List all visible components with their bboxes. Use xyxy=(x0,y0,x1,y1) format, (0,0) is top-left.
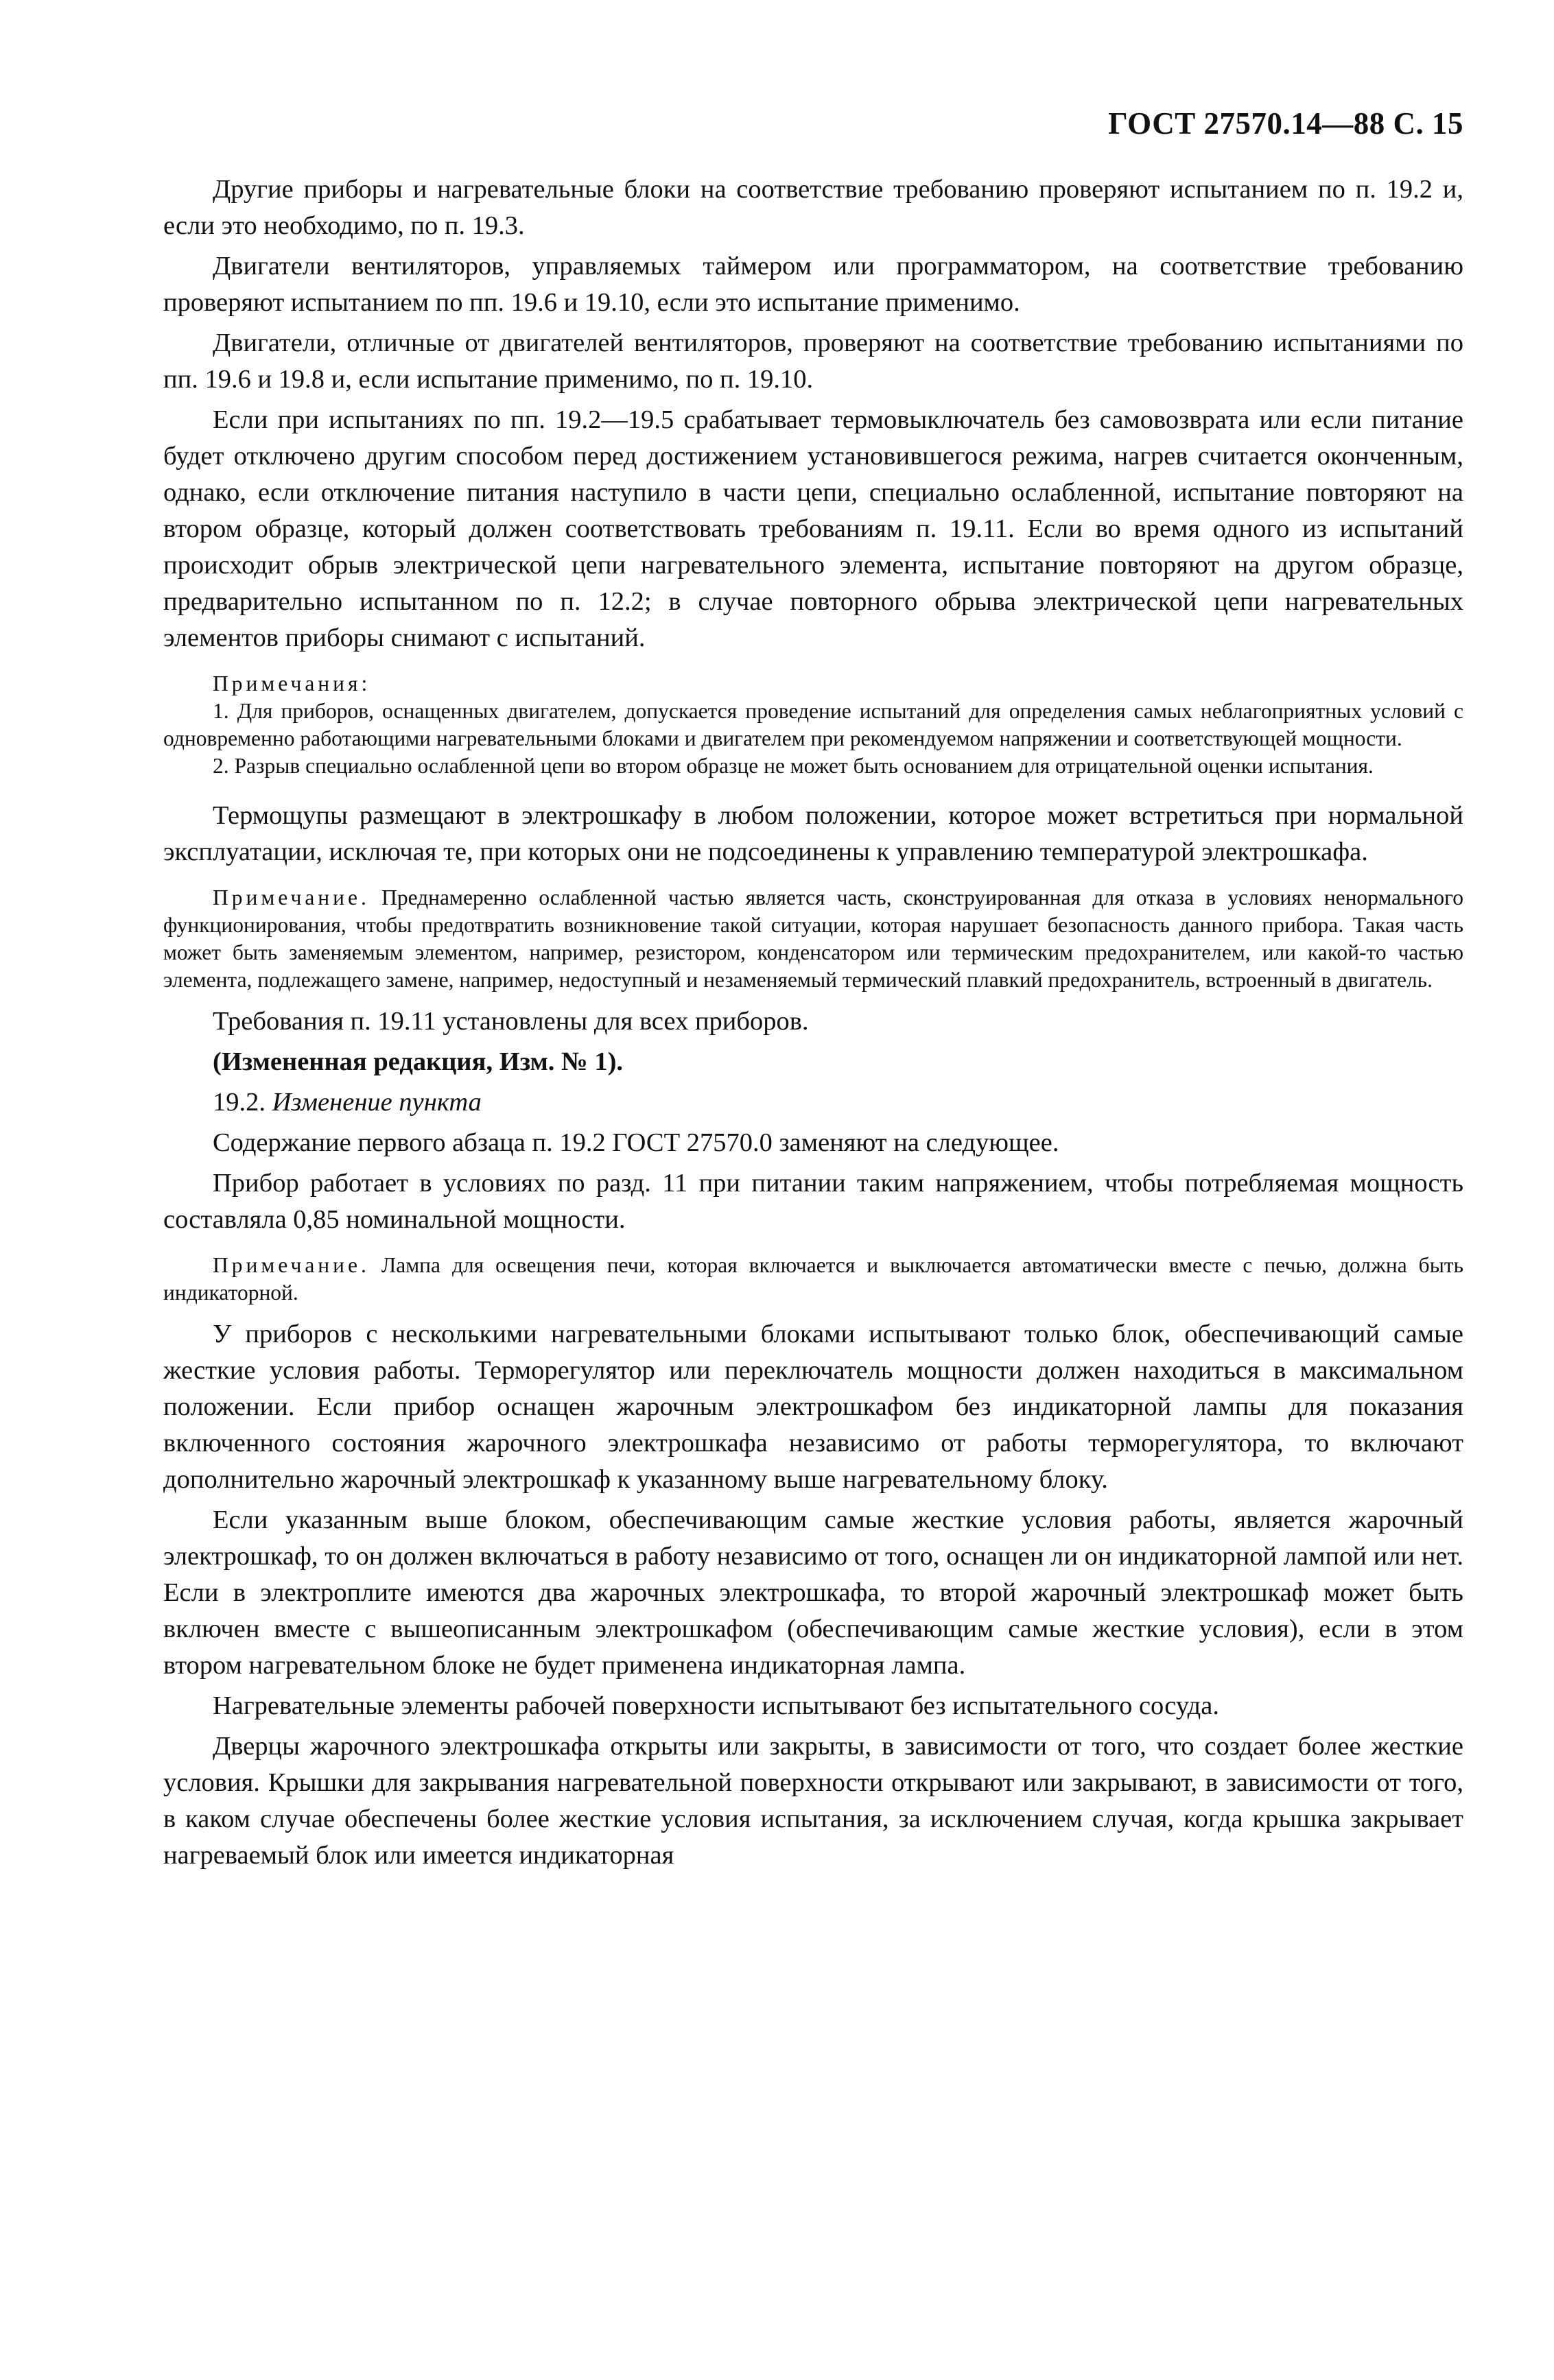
note-label: Примечание. xyxy=(213,1253,370,1277)
section-number: 19.2. xyxy=(213,1088,266,1117)
paragraph-other-devices: Другие приборы и нагревательные блоки на соответствие требованию проверяют испытанием по п. 19.2 и, если это необходимо, по п. 19.3. xyxy=(163,175,1463,240)
section-heading-19-2 xyxy=(163,1084,1463,1121)
page-header: ГОСТ 27570.14—88 С. 15 xyxy=(1108,106,1463,141)
paragraph-content-replacement: Содержание первого абзаца п. 19.2 ГОСТ 27570.0 заменяют на следующее. xyxy=(213,1128,1059,1157)
paragraph-oven-doors: Дверцы жарочного электрошкафа открыты или закрыты, в зависимости от того, что создает более жесткие условия. Крышки для закрывания нагревательной поверхности открывают или закрывают, в зависимости от того, в каком случае обеспечены более жесткие условия испытания, за исключением случая, когда крышка закрывает нагреваемый блок или имеется индикаторная xyxy=(163,1732,1463,1870)
document-page xyxy=(163,103,1463,1878)
note-weakened-part xyxy=(163,884,1463,994)
paragraph-device-operation: Прибор работает в условиях по разд. 11 при питании таким напряжением, чтобы потребляемая мощность составляла 0,85 номинальной мощности. xyxy=(163,1169,1463,1234)
note-label: Примечание. xyxy=(213,885,370,909)
note-text: Преднамеренно ослабленной частью является часть, сконструированная для отказа в условиях ненормального функционирования, чтобы предотвратить возникновение такой ситуации, которая нарушает безопасность данного прибора. Такая часть может быть заменяемым элементом, например, резистором, конденсатором или термическим предохранителем, или какой-то частью элемента, подлежащего замене, например, недоступный и незаменяемый термический плавкий предохранитель, встроенный в двигатель. xyxy=(163,885,1464,992)
notes-label: Примечания: xyxy=(213,671,371,695)
paragraph-thermocouples: Термощупы размещают в электрошкафу в любом положении, которое может встретиться при нормальной эксплуатации, исключая те, при которых они не подсоединены к управлению температурой электрошкафа. xyxy=(163,801,1463,866)
paragraph-other-motors: Двигатели, отличные от двигателей вентиляторов, проверяют на соответствие требованию испытаниями по пп. 19.6 и 19.8 и, если испытание применимо, по п. 19.10. xyxy=(163,329,1463,394)
note-1: 1. Для приборов, оснащенных двигателем, допускается проведение испытаний для определения самых неблагоприятных условий с одновременно работающими нагревательными блоками и двигателем при рекомендуемом напряжении и соответствующей мощности. xyxy=(163,699,1463,750)
paragraph-requirements-19-11: Требования п. 19.11 установлены для всех приборов. xyxy=(213,1007,809,1036)
section-title: Изменение пункта xyxy=(272,1088,482,1117)
paragraph-amended-edition: (Измененная редакция, Изм. № 1). xyxy=(213,1047,624,1076)
paragraph-multiple-heating-blocks: У приборов с несколькими нагревательными блоками испытывают только блок, обеспечивающий самые жесткие условия работы. Терморегулятор или переключатель мощности должен находиться в максимальном положении. Если прибор оснащен жарочным электрошкафом без индикаторной лампы для показания включенного состояния жарочного электрошкафа независимо от работы терморегулятора, то включают дополнительно жарочный электрошкаф к указанному выше нагревательному блоку. xyxy=(163,1320,1463,1494)
note-oven-lamp xyxy=(163,1252,1463,1307)
paragraph-surface-elements: Нагревательные элементы рабочей поверхности испытывают без испытательного сосуда. xyxy=(213,1691,1219,1720)
paragraph-thermal-cutout: Если при испытаниях по пп. 19.2—19.5 срабатывает термовыключатель без самовозврата или если питание будет отключено другим способом перед достижением установившегося режима, нагрев считается оконченным, однако, если отключение питания наступило в части цепи, специально ослабленной, испытание повторяют на втором образце, который должен соответствовать требованиям п. 19.11. Если во время одного из испытаний происходит обрыв электрической цепи нагревательного элемента, испытание повторяют на другом образце, предварительно испытанном по п. 12.2; в случае повторного обрыва электрической цепи нагревательных элементов приборы снимают с испытаний. xyxy=(163,405,1463,652)
note-2: 2. Разрыв специально ослабленной цепи во втором образце не может быть основанием для отрицательной оценки испытания. xyxy=(213,754,1374,778)
paragraph-oven-block: Если указанным выше блоком, обеспечивающим самые жесткие условия работы, является жарочный электрошкаф, то он должен включаться в работу независимо от того, оснащен ли он индикаторной лампой или нет. Если в электроплите имеются два жарочных электрошкафа, то второй жарочный электрошкаф может быть включен вместе с вышеописанным электрошкафом (обеспечивающим самые жесткие условия), если в этом втором нагревательном блоке не будет применена индикаторная лампа. xyxy=(163,1506,1463,1680)
note-text: Лампа для освещения печи, которая включается и выключается автоматически вместе с печью, должна быть индикаторной. xyxy=(163,1253,1463,1305)
paragraph-fan-motors: Двигатели вентиляторов, управляемых таймером или программатором, на соответствие требованию проверяют испытанием по пп. 19.6 и 19.10, если это испытание применимо. xyxy=(163,252,1463,317)
